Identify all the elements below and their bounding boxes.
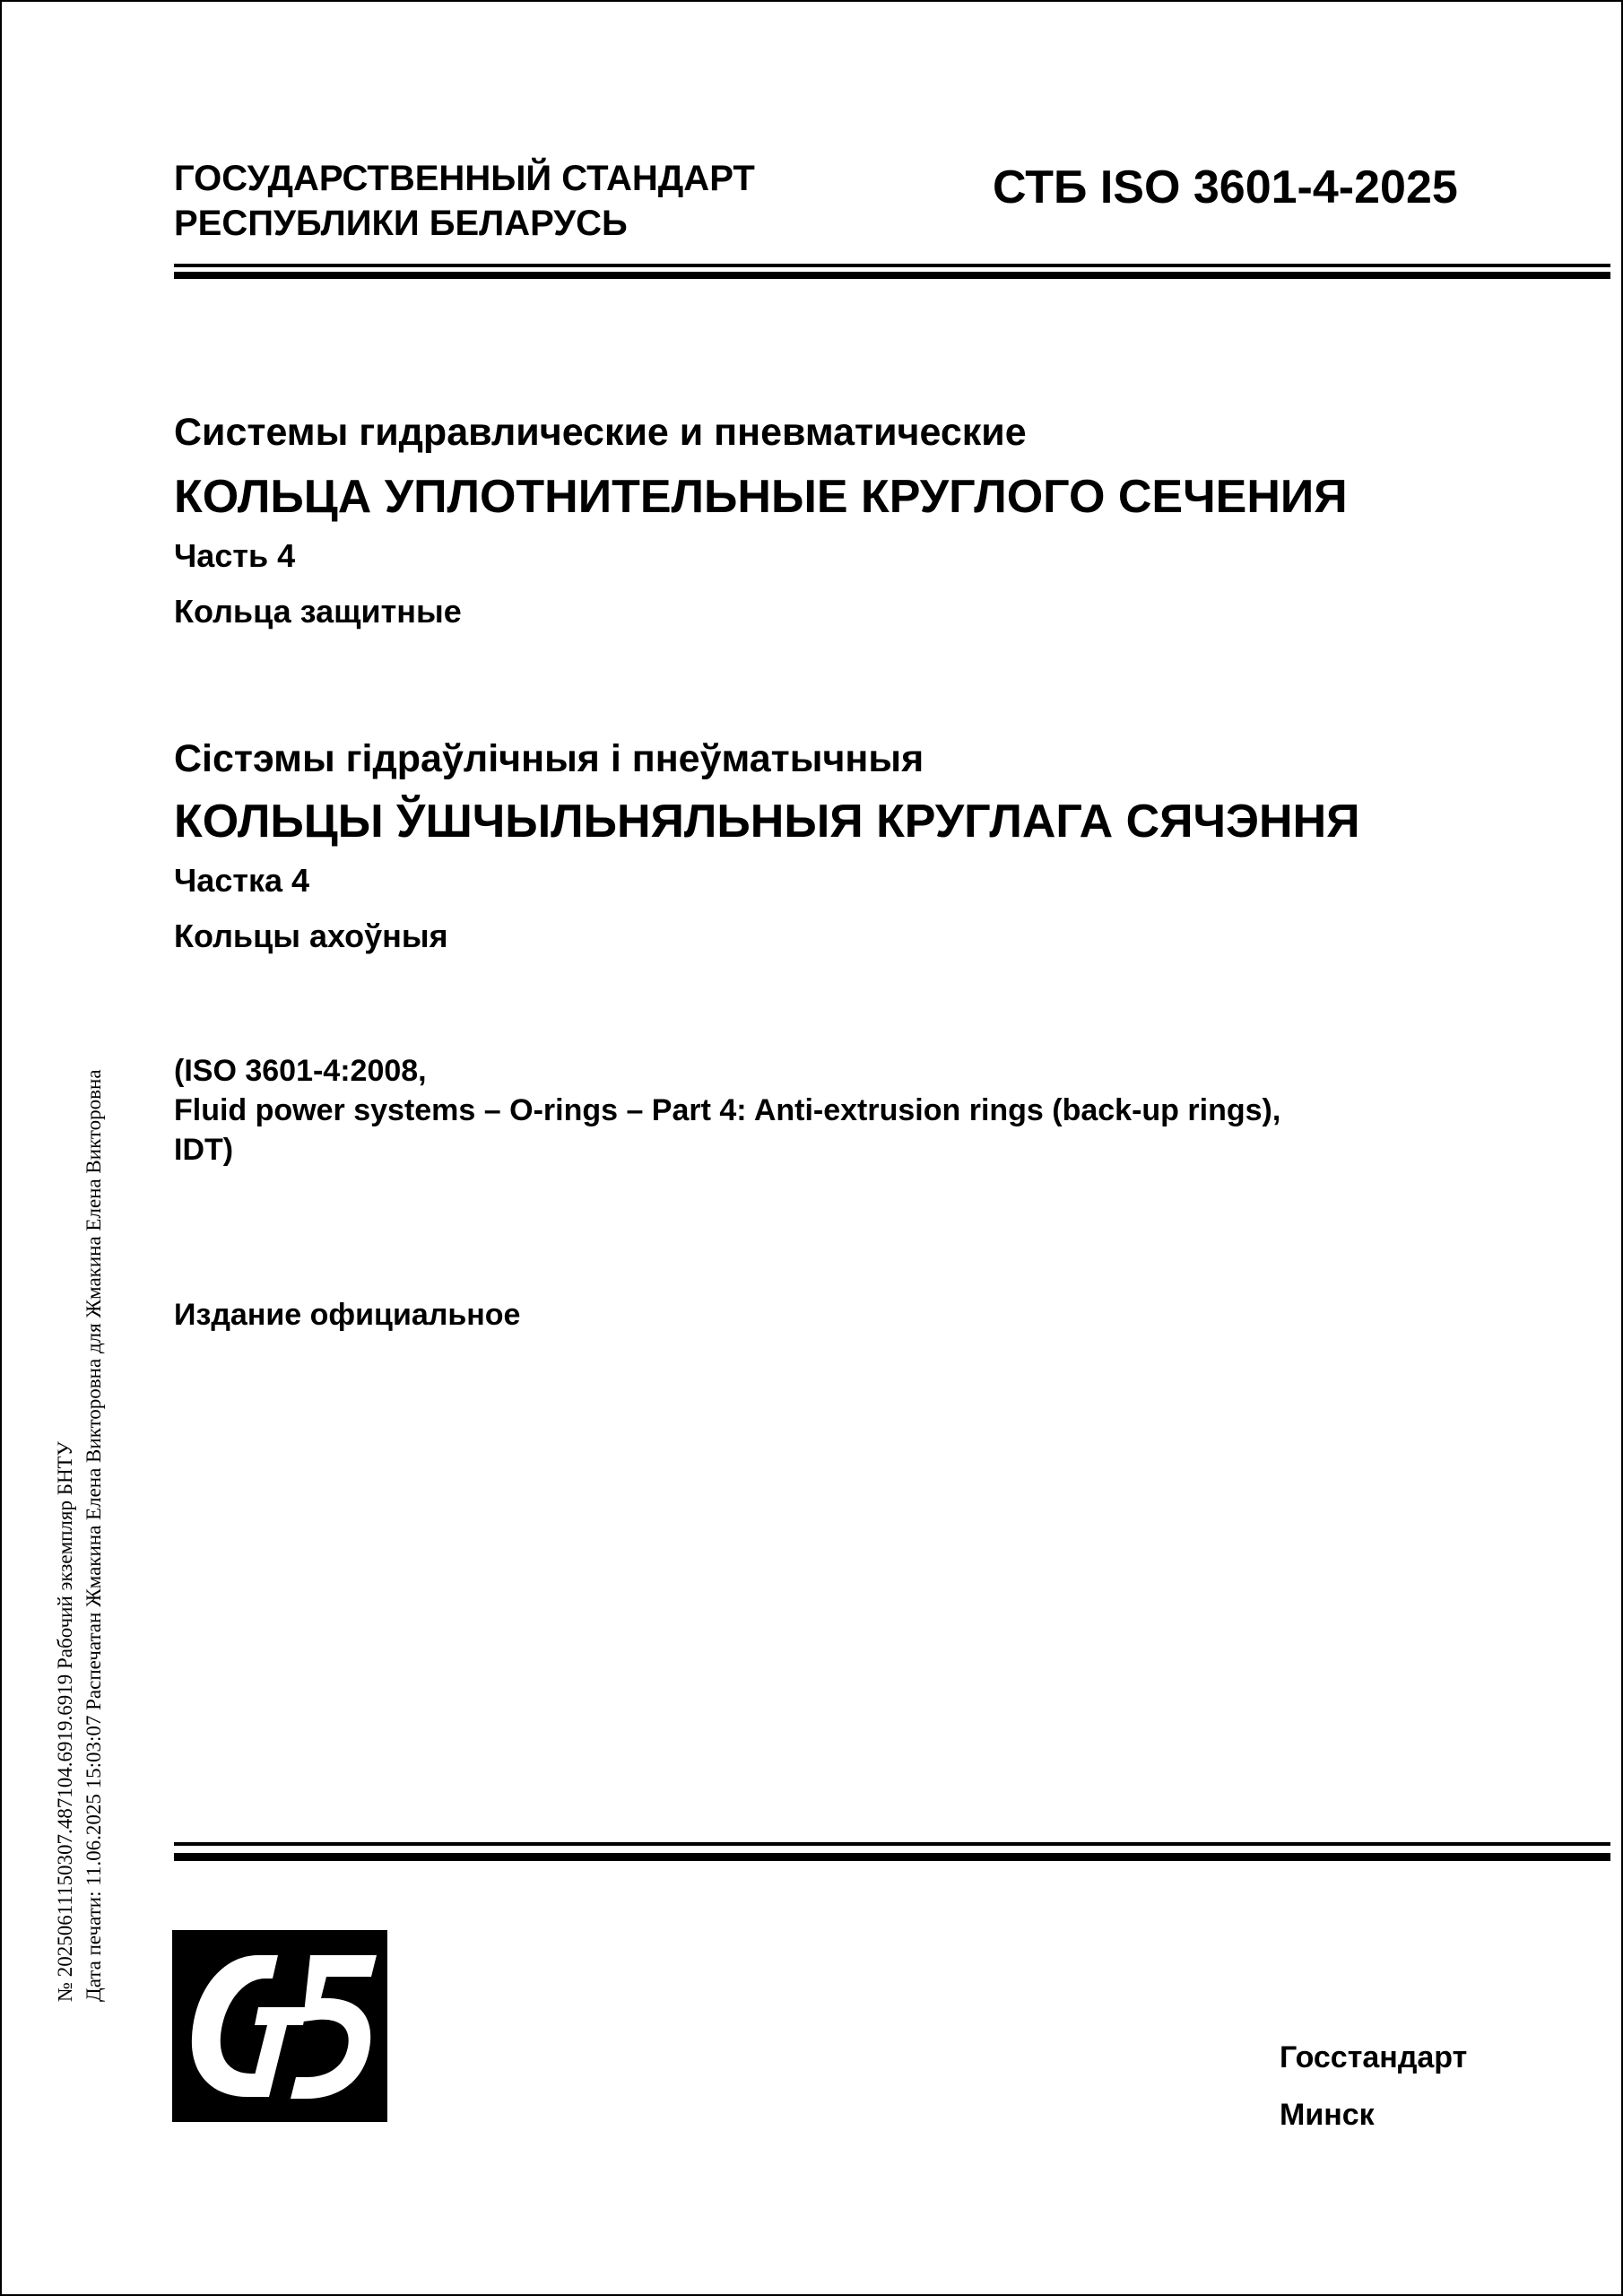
standard-type-header: [174, 156, 755, 246]
side-stamp-line-1: № 20250611150307.487104.6919.6919 Рабочий экземпляр БНТУ: [54, 1441, 76, 2002]
title-ru-subtitle: Системы гидравлические и пневматические: [174, 411, 1027, 454]
side-stamp-line-2: Дата печати: 11.06.2025 15:03:07 Распечатан Жмакина Елена Викторовна для Жмакина Елена Викторовна: [82, 1069, 105, 2002]
title-by-part-name: Кольцы ахоўныя: [174, 918, 448, 954]
title-ru-main: КОЛЬЦА УПЛОТНИТЕЛЬНЫЕ КРУГЛОГО СЕЧЕНИЯ: [174, 471, 1348, 523]
bottom-rule-thick: [174, 1853, 1610, 1861]
iso-reference: [174, 1051, 1280, 1170]
header-line-2: РЕСПУБЛИКИ БЕЛАРУСЬ: [174, 204, 628, 243]
top-rule-thick: [174, 272, 1610, 279]
title-ru-part-name: Кольца защитные: [174, 593, 462, 630]
title-by-subtitle: Сістэмы гідраўлічныя і пнеўматычныя: [174, 737, 924, 780]
iso-reference-line-1: (ISO 3601-4:2008,: [174, 1054, 427, 1088]
title-by-main: КОЛЬЦЫ ЎШЧЫЛЬНЯЛЬНЫЯ КРУГЛАГА СЯЧЭННЯ: [174, 796, 1360, 848]
publisher-name: Госстандарт: [1280, 2040, 1468, 2074]
title-ru-part: Часть 4: [174, 537, 296, 574]
stb-logo-graphic: [172, 1930, 387, 2122]
title-by-part: Частка 4: [174, 862, 310, 899]
iso-reference-line-2: Fluid power systems – O-rings – Part 4: Anti-extrusion rings (back-up rings),: [174, 1093, 1281, 1127]
stb-logo-icon: [172, 1930, 387, 2122]
official-edition-label: Издание официальное: [174, 1298, 521, 1332]
standard-designation: СТБ ISO 3601-4-2025: [993, 161, 1458, 213]
iso-reference-line-3: IDT): [174, 1133, 234, 1167]
bottom-rule-thin: [174, 1842, 1610, 1846]
publisher-city: Минск: [1280, 2098, 1375, 2132]
header-line-1: ГОСУДАРСТВЕННЫЙ СТАНДАРТ: [174, 159, 755, 198]
top-rule-thin: [174, 264, 1610, 267]
